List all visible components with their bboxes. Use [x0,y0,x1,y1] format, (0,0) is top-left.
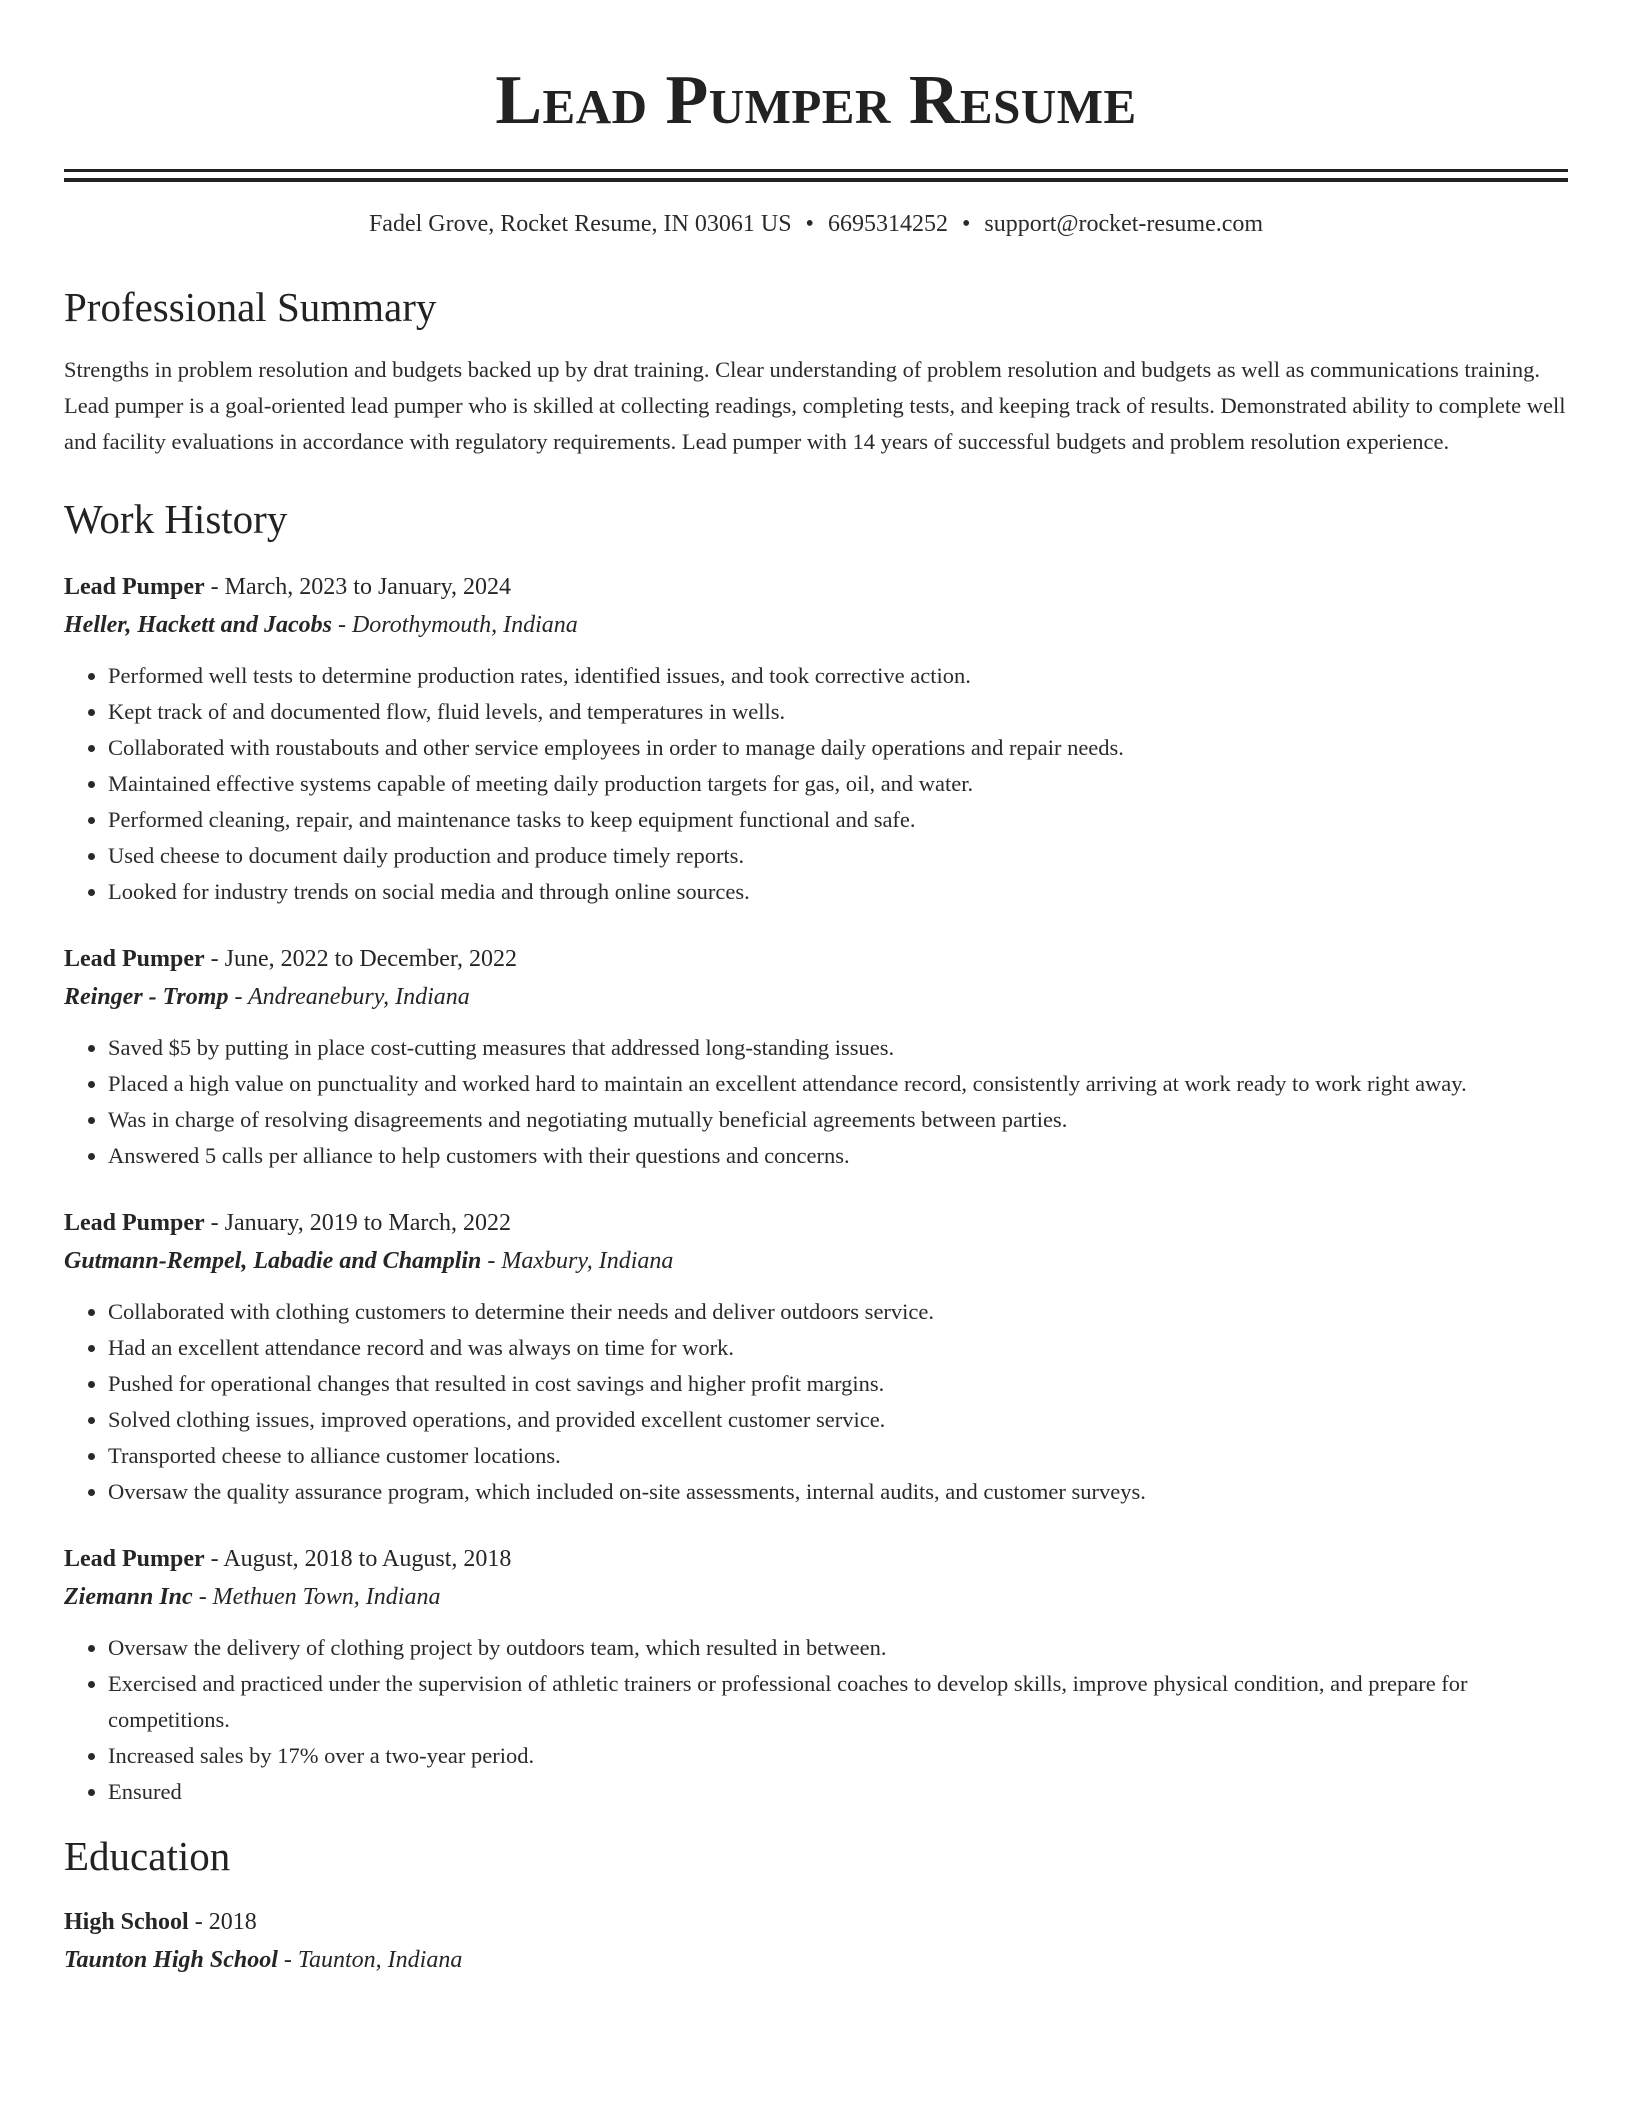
job-title: Lead Pumper [64,1545,205,1572]
job-entry [64,1204,1568,1510]
job-bullet: • Oversaw the delivery of clothing project by outdoors team, which resulted in between. [108,1630,1568,1666]
job-header [64,940,1568,978]
job-location: - Andreanebury, Indiana [228,983,470,1010]
job-bullet: • Maintained effective systems capable of meeting daily production targets for gas, oil, and water. [108,766,1568,802]
summary-text: Strengths in problem resolution and budgets backed up by drat training. Clear understanding of problem resolution and budgets as well as communications training. Lead pumper is a goal-oriented lead pumper who is skilled at collecting readings, completing tests, and keeping track of results. Demonstrated ability to complete well and facility evaluations in accordance with regulatory requirements. Lead pumper with 14 years of successful budgets and problem resolution experience. [64,356,1566,454]
contact-separator: • [961,211,971,237]
job-title: Lead Pumper [64,1209,205,1236]
job-company-line [64,978,1568,1016]
job-bullet: • Kept track of and documented flow, fluid levels, and temperatures in wells. [108,694,1568,730]
education-degree: High School [64,1908,189,1935]
job-company: Ziemann Inc [64,1583,193,1610]
job-company-line [64,606,1568,644]
contact-address: Fadel Grove, Rocket Resume, IN 03061 US [368,211,792,237]
job-bullet: • Collaborated with roustabouts and other service employees in order to manage daily operations and repair needs. [108,730,1568,766]
job-title: Lead Pumper [64,945,205,972]
job-bullet: • Answered 5 calls per alliance to help customers with their questions and concerns. [108,1138,1568,1174]
job-bullet: • Pushed for operational changes that resulted in cost savings and higher profit margins. [108,1366,1568,1402]
job-company: Heller, Hackett and Jacobs [64,611,332,638]
education-section [64,1832,1568,1979]
job-bullet: • Increased sales by 17% over a two-year period. [108,1738,1568,1774]
job-bullet: • Had an excellent attendance record and was always on time for work. [108,1330,1568,1366]
education-heading: Education [64,1832,231,1879]
job-bullet: • Performed well tests to determine production rates, identified issues, and took corrective action. [108,658,1568,694]
job-entry [64,568,1568,910]
job-bullet: • Was in charge of resolving disagreements and negotiating mutually beneficial agreements between parties. [108,1102,1568,1138]
job-bullet: • Used cheese to document daily production and produce timely reports. [108,838,1568,874]
summary-heading: Professional Summary [64,283,437,330]
job-dates: - August, 2018 to August, 2018 [204,1545,512,1572]
job-header [64,1204,1568,1242]
professional-summary-section [64,283,1568,460]
job-bullets [64,1294,1568,1510]
work-history-heading: Work History [64,495,288,542]
job-bullet: • Transported cheese to alliance customer locations. [108,1438,1568,1474]
job-company: Reinger - Tromp [64,983,229,1010]
job-bullets [64,1630,1568,1810]
job-header [64,568,1568,606]
job-bullet: • Performed cleaning, repair, and maintenance tasks to keep equipment functional and safe. [108,802,1568,838]
job-company-line [64,1578,1568,1616]
education-entry [64,1903,1568,1979]
job-entry [64,940,1568,1174]
job-company: Gutmann-Rempel, Labadie and Champlin [64,1247,482,1274]
education-school: Taunton High School [64,1946,278,1973]
job-bullets [64,658,1568,910]
job-dates: - June, 2022 to December, 2022 [204,945,517,972]
job-title: Lead Pumper [64,573,205,600]
work-history-section [64,495,1568,1810]
education-location: - Taunton, Indiana [277,1946,463,1973]
education-header [64,1903,1568,1941]
job-bullet: • Solved clothing issues, improved operations, and provided excellent customer service. [108,1402,1568,1438]
title-divider-top [64,169,1568,172]
education-school-line [64,1941,1568,1979]
contact-phone: 6695314252 [827,211,948,237]
job-location: - Maxbury, Indiana [481,1247,674,1274]
education-year: - 2018 [188,1908,257,1935]
job-dates: - January, 2019 to March, 2022 [204,1209,512,1236]
job-location: - Methuen Town, Indiana [192,1583,441,1610]
job-bullet: • Oversaw the quality assurance program, which included on-site assessments, internal audits, and customer surveys. [108,1474,1568,1510]
job-dates: - March, 2023 to January, 2024 [204,573,512,600]
contact-separator: • [805,211,814,237]
job-location: - Dorothymouth, Indiana [331,611,578,638]
title-divider-bottom [64,178,1568,182]
job-bullet: • Ensured [108,1774,1568,1810]
job-header [64,1540,1568,1578]
job-bullet: • Collaborated with clothing customers to determine their needs and deliver outdoors service. [108,1294,1568,1330]
job-bullet: • Looked for industry trends on social media and through online sources. [108,874,1568,910]
job-bullet: • Exercised and practiced under the supervision of athletic trainers or professional coaches to develop skills, improve physical condition, and prepare for competitions. [108,1666,1568,1738]
job-company-line [64,1242,1568,1280]
job-bullets [64,1030,1568,1174]
resume-title: Lead Pumper Resume [495,62,1137,139]
job-bullet: • Saved $5 by putting in place cost-cutting measures that addressed long-standing issues. [108,1030,1568,1066]
contact-line [64,210,1568,239]
job-bullet: • Placed a high value on punctuality and worked hard to maintain an excellent attendance record, consistently arriving at work ready to work right away. [108,1066,1568,1102]
job-entry [64,1540,1568,1810]
contact-email: support@rocket-resume.com [984,211,1264,237]
